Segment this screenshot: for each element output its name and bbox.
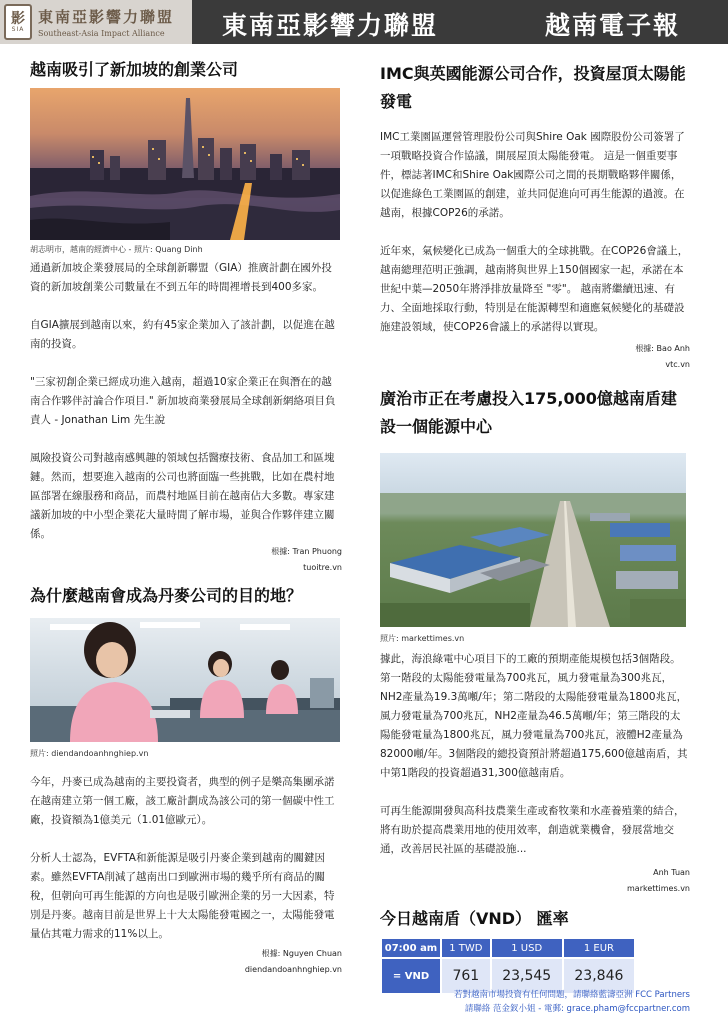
left-column (30, 56, 342, 978)
header-subtitle: 越南電子報 (545, 11, 681, 40)
article3-title: IMC與英國能源公司合作，投資屋頂太陽能發電 (380, 64, 686, 111)
exchange-header-eur: 1 EUR (564, 939, 634, 957)
right-column (380, 56, 690, 995)
article1-paragraph-4: 風險投資公司對越南感興趣的領域包括醫療技術、食品加工和區塊鏈。然而，想要進入越南的公司也將面臨一些挑戰，比如在農村地區部署在線服務和商品，而農村地區目前在越南佔大多數。專家建議新加坡的中小型企業花大量時間了解市場，並與合作夥伴建立關係。 (30, 452, 335, 540)
article1-source-author: 根據: Tran Phuong (271, 547, 342, 556)
article2-caption: 照片: diendandoanhnghiep.vn (30, 749, 149, 758)
header-title: 東南亞影響力聯盟 (222, 11, 439, 40)
article3-source-site: vtc.vn (665, 360, 690, 369)
article4-source-site: markettimes.vn (627, 884, 690, 893)
exchange-title: 今日越南盾（VND） 匯率 (380, 909, 569, 928)
article1-paragraph-1: 通過新加坡企業發展局的全球創新聯盟（GIA）推廣計劃在國外投資的新加坡創業公司數量在不到五年的時間裡增長到400多家。 (30, 262, 332, 293)
article4-source-author: Anh Tuan (653, 868, 690, 877)
article3-paragraph-2: 近年來，氣候變化已成為一個重大的全球挑戰。在COP26會議上，越南總理范明正強調，越南將與世界上150個國家一起，承諾在本世紀中葉—2050年將淨排放量降至 "零"。 越南將繼續迅速、有力、全面地採取行動，特別是在能源轉型和適應氣候變化的基礎設施建設領域，使COP26會議上的承諾得以實現。 (380, 245, 689, 333)
article2-source-site: diendandoanhnghiep.vn (244, 965, 342, 974)
exchange-row-label: = VND (382, 959, 440, 993)
exchange-rate-table (380, 937, 636, 995)
exchange-value-eur: 23,846 (564, 959, 634, 993)
logo-mark-glyph: 影 (11, 10, 25, 27)
article2-photo (30, 618, 340, 742)
article4-paragraph-2: 可再生能源開發與高科技農業生產或畜牧業和水產養殖業的結合，將有助於提高農業用地的使用效率，創造就業機會，發展當地交通，改善居民社區的基礎設施... (380, 805, 685, 855)
article1-paragraph-2: 自GIA擴展到越南以來，約有45家企業加入了該計劃，以促進在越南的投資。 (30, 319, 335, 350)
logo (0, 0, 192, 44)
article2-paragraph-2: 分析人士認為，EVFTA和新能源是吸引丹麥企業到越南的關鍵因素。雖然EVFTA削減了越南出口到歐洲市場的幾乎所有商品的關稅，但朝向可再生能源的方向也是吸引歐洲企業的另一大因素，特別是丹麥。越南目前是世界上十大太陽能發電國之一，太陽能發電量佔其電力需求的11%以上。 (30, 852, 335, 940)
article1-photo (30, 88, 340, 240)
article1-title: 越南吸引了新加坡的創業公司 (30, 60, 239, 79)
article2-source-author: 根據: Nguyen Chuan (261, 949, 342, 958)
article3-paragraph-1: IMC工業園區運營管理股份公司與Shire Oak 國際股份公司簽署了一項戰略投資合作協議，開展屋頂太陽能發電。 這是一個重要事件，標誌著IMC和Shire Oak國際公司之間的長期戰略夥伴關係，以促進綠色工業園區的創建，並共同促進向可再生能源的過渡。在越南，根據COP26的承諾。 (380, 131, 685, 219)
article1-source-site: tuoitre.vn (303, 563, 342, 572)
footer (454, 988, 690, 1016)
exchange-value-usd: 23,545 (492, 959, 562, 993)
logo-mark-text: SIA (11, 25, 25, 33)
article1-caption: 胡志明市，越南的經濟中心 - 照片: Quang Dinh (30, 245, 203, 254)
newsletter-header (0, 0, 728, 44)
exchange-time: 07:00 am (382, 939, 440, 957)
article4-caption: 照片: markettimes.vn (380, 634, 465, 643)
article4-photo (380, 453, 686, 627)
exchange-header-usd: 1 USD (492, 939, 562, 957)
article2-title: 為什麼越南會成為丹麥公司的目的地？ (30, 586, 303, 605)
article2-paragraph-1: 今年，丹麥已成為越南的主要投資者，典型的例子是樂高集團承諾在越南建立第一個工廠，該工廠計劃成為該公司的第一個碳中性工廠，投資額為1億美元（1.01億歐元）。 (30, 776, 335, 826)
logo-chinese-name: 東南亞影響力聯盟 (38, 8, 175, 26)
article3-source-author: 根據: Bao Anh (635, 344, 690, 353)
logo-mark-icon (4, 4, 32, 40)
footer-contact-line-1: 若對越南市場投資有任何問題，請聯絡藍濤亞洲 FCC Partners (454, 990, 690, 1000)
logo-english-name: Southeast-Asia Impact Alliance (38, 29, 165, 38)
article4-paragraph-1: 據此，海浪綠電中心項目下的工廠的預期產能規模包括3個階段。第一階段的太陽能發電量為700兆瓦，風力發電量為300兆瓦，NH2產量為19.3萬噸/年；第二階段的太陽能發電量為1800兆瓦，風力發電量為700兆瓦，NH2產量為46.5萬噸/年；第三階段的太陽能發電量為1800兆瓦，風力發電量為700兆瓦，液體H2產量為82000噸/年。3個階段的總投資預計將超過175,600億越南盾，其中第1階段的投資超過31,300億越南盾。 (380, 653, 688, 779)
article1-paragraph-3: "三家初創企業已經成功進入越南，超過10家企業正在與潛在的越南合作夥伴討論合作項目." 新加坡商業發展局全球創新網絡項目負責人 - Jonathan Lim 先生說 (30, 376, 336, 426)
exchange-header-twd: 1 TWD (442, 939, 490, 957)
article4-title: 廣治市正在考慮投入175,000億越南盾建設一個能源中心 (380, 389, 677, 436)
footer-contact-line-2: 請聯絡 范金釵小姐 - 電郵: grace.pham@fccpartner.com (464, 1004, 690, 1014)
exchange-value-twd: 761 (442, 959, 490, 993)
